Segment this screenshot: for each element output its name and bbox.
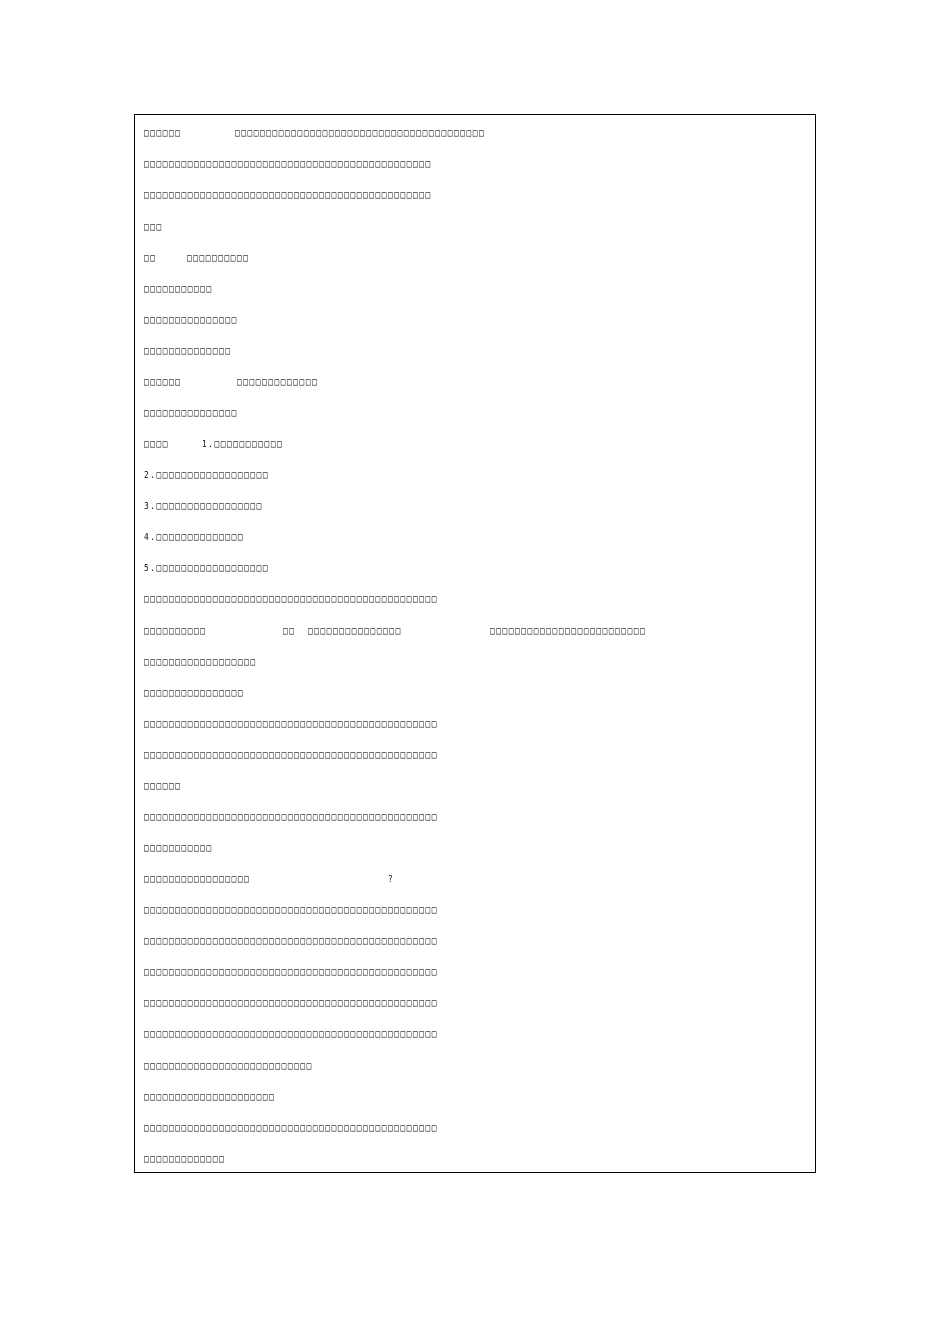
- text-line: 4.□□□□□□□□□□□□□□: [144, 532, 245, 543]
- text-segment: □□: [283, 626, 296, 637]
- text-line: □□□□□□□□□□□□□□□□□□□□□□□□□□□□□□□□□□□□□□□□□□□□□□□: [144, 719, 439, 730]
- text-line: □□□□□□□□□□□□□□□□□: [144, 874, 251, 885]
- text-line: □□□□: [144, 439, 170, 450]
- text-line: □□□□□□□□□□□□□□□□□□□□□□□□□□□□□□□□□□□□□□□□□□□□□□: [144, 190, 432, 201]
- text-line: □□□□□□□□□□□□□□□: [144, 408, 238, 419]
- text-line: 5.□□□□□□□□□□□□□□□□□□: [144, 563, 270, 574]
- text-line: □□□□□□: [144, 377, 182, 388]
- text-line: □□□□□□□□□□□□□□□□□□□□□□□□□□□□□□□□□□□□□□□□□□□□□□□: [144, 936, 439, 947]
- text-line: □□□□□□□□□□□□□□□: [144, 315, 238, 326]
- text-line: □□□□□□□□□□□□□□: [144, 346, 232, 357]
- text-line: □□□□□□□□□□□□□□□□□□□□□□□□□□□□□□□□□□□□□□□□□□□□□□□: [144, 905, 439, 916]
- text-segment: □□□□□□□□□□: [187, 253, 250, 264]
- text-line: □□□□□□□□□□□□□□□□□□□□□□□□□□□□□□□□□□□□□□□□□□□□□□□: [144, 998, 439, 1009]
- text-segment: 1.□□□□□□□□□□□: [202, 439, 284, 450]
- text-line: □□□□□□□□□□□□□□□□□□□□□□□□□□□: [144, 1061, 313, 1072]
- text-line: □□□□□□: [144, 781, 182, 792]
- text-line: 3.□□□□□□□□□□□□□□□□□: [144, 501, 263, 512]
- text-line: □□□□□□□□□□□□□□□□□□□□□□□□□□□□□□□□□□□□□□□□□□□□□□□: [144, 750, 439, 761]
- text-line: 2.□□□□□□□□□□□□□□□□□□: [144, 470, 270, 481]
- text-line: □□□□□□□□□□□□□□□□□□□□□□□□□□□□□□□□□□□□□□□□□□□□□□□: [144, 812, 439, 823]
- text-line: □□□: [144, 222, 163, 233]
- text-segment: □□□□□□□□□□□□□: [237, 377, 319, 388]
- text-line: □□□□□□□□□□□□□□□□: [144, 688, 245, 699]
- text-line: □□□□□□□□□□□□□□□□□□□□□□□□□□□□□□□□□□□□□□□□□□□□□□□: [144, 594, 439, 605]
- text-line: □□□□□□□□□□□: [144, 284, 213, 295]
- text-line: □□□□□□□□□□□□□□□□□□: [144, 657, 257, 668]
- text-segment: ?: [388, 874, 395, 885]
- text-line: □□□□□□□□□□□□□□□□□□□□□□□□□□□□□□□□□□□□□□□□□□□□□□□: [144, 967, 439, 978]
- text-segment: □□□□□□□□□□□□□□□: [308, 626, 402, 637]
- text-line: □□□□□□□□□□□□□□□□□□□□□□□□□□□□□□□□□□□□□□□□□□□□□□□: [144, 1123, 439, 1134]
- text-segment: □□□□□□□□□□□□□□□□□□□□□□□□□□□□□□□□□□□□□□□□: [235, 128, 486, 139]
- text-line: □□□□□□□□□□□□□□□□□□□□□: [144, 1092, 276, 1103]
- text-segment: □□□□□□□□□□□□□□□□□□□□□□□□□: [490, 626, 647, 637]
- text-line: □□□□□□□□□□□□□□□□□□□□□□□□□□□□□□□□□□□□□□□□□□□□□□: [144, 159, 432, 170]
- text-line: □□□□□□□□□□: [144, 626, 207, 637]
- text-line: □□□□□□□□□□□: [144, 843, 213, 854]
- text-line: □□: [144, 253, 157, 264]
- document-frame: [134, 114, 816, 1173]
- text-line: □□□□□□: [144, 128, 182, 139]
- text-line: □□□□□□□□□□□□□□□□□□□□□□□□□□□□□□□□□□□□□□□□□□□□□□□: [144, 1029, 439, 1040]
- text-line: □□□□□□□□□□□□□: [144, 1154, 226, 1165]
